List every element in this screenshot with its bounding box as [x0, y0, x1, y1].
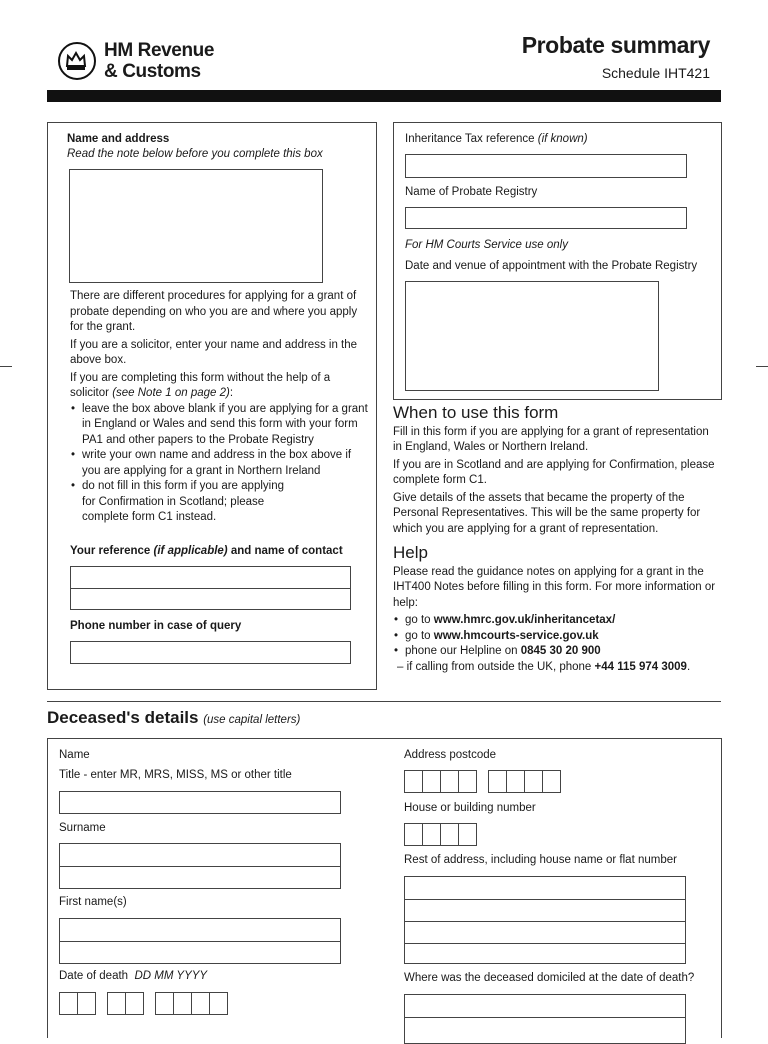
- appointment-field[interactable]: [405, 281, 659, 391]
- house-number-label: House or building number: [404, 802, 536, 814]
- instruction-list: [70, 402, 370, 526]
- hmrc-link[interactable]: www.hmrc.gov.uk/inheritancetax/: [433, 614, 616, 626]
- solicitor-text: If you are a solicitor, enter your name and address in the above box.: [70, 338, 358, 366]
- name-address-label: Name and address: [67, 133, 170, 145]
- title-field[interactable]: [59, 791, 341, 814]
- rest-of-address-label: Rest of address, including house name or flat number: [404, 854, 677, 866]
- deceased-heading: Deceased's details (use capital letters): [47, 708, 301, 727]
- when-text-1: Fill in this form if you are applying for a grant of representation in England, Wales or Northern Ireland.: [393, 425, 709, 453]
- list-item: • write your own name and address in the box above if you are applying for a grant in Northern Ireland: [82, 448, 370, 479]
- helpline-number: 0845 30 20 900: [520, 645, 601, 657]
- margin-tick-right: [756, 366, 768, 367]
- postcode-field[interactable]: [404, 770, 561, 793]
- date-of-death-field[interactable]: [59, 992, 228, 1015]
- phone-label: Phone number in case of query: [70, 620, 242, 632]
- list-item: • go to www.hmrc.gov.uk/inheritancetax/: [405, 613, 718, 629]
- margin-tick-left: [0, 366, 12, 367]
- first-names-label: First name(s): [59, 896, 127, 908]
- courts-link[interactable]: www.hmcourts-service.gov.uk: [433, 629, 599, 642]
- guidance-column: [393, 405, 718, 677]
- list-item: • leave the box above blank if you are applying for a grant in England or Wales and send this form with your form PA1 and other papers to the Probate Registry: [82, 402, 370, 449]
- first-names-field[interactable]: [59, 918, 341, 964]
- procedures-text: There are different procedures for applying for a grant of probate depending on who you are and where you apply for the grant.: [70, 290, 358, 333]
- surname-label: Surname: [59, 822, 106, 834]
- applicant-instructions: [70, 289, 370, 526]
- list-item: • do not fill in this form if you are applying for Confirmation in Scotland; please complete form C1 instead.: [82, 479, 370, 526]
- list-item: • phone our Helpline on 0845 30 20 900: [405, 644, 718, 660]
- crown-icon: [58, 42, 96, 80]
- registry-label: Name of Probate Registry: [405, 186, 538, 198]
- without-solicitor-text: If you are completing this form without the help of a solicitor (see Note 1 on page 2):: [70, 371, 331, 399]
- abroad-phone-text: – if calling from outside the UK, phone +44 115 974 3009.: [397, 660, 691, 673]
- hmrc-logo: [58, 40, 258, 90]
- courts-use-note: For HM Courts Service use only: [405, 239, 568, 251]
- phone-field[interactable]: [70, 641, 351, 664]
- when-text-2: If you are in Scotland and are applying for Confirmation, please complete form C1.: [393, 458, 715, 486]
- help-heading: Help: [393, 543, 428, 562]
- registry-box: [393, 122, 722, 400]
- org-name-line2: & Customs: [104, 61, 201, 82]
- deceased-heading-note: (use capital letters): [203, 714, 301, 726]
- iht-reference-label: Inheritance Tax reference (if known): [405, 133, 588, 145]
- page-title: Probate summary: [521, 32, 710, 58]
- reference-field[interactable]: [70, 566, 351, 610]
- header-divider: [47, 90, 721, 102]
- domicile-field[interactable]: [404, 994, 686, 1044]
- deceased-box: [47, 738, 722, 1038]
- schedule-code: Schedule IHT421: [601, 65, 710, 81]
- when-heading: When to use this form: [393, 403, 559, 422]
- name-address-note: Read the note below before you complete this box: [67, 148, 323, 160]
- section-divider: [47, 701, 721, 702]
- appointment-label: Date and venue of appointment with the Probate Registry: [405, 260, 698, 272]
- help-list: [393, 613, 718, 660]
- title-label: Title - enter MR, MRS, MISS, MS or other title: [59, 769, 292, 781]
- name-address-field[interactable]: [69, 169, 323, 283]
- surname-field[interactable]: [59, 843, 341, 889]
- help-text: Please read the guidance notes on applying for a grant in the IHT400 Notes before filling in this form. For more information or help:: [393, 565, 716, 609]
- when-text-3: Give details of the assets that became the property of the Personal Representatives. This will be the same property for which you are applying for a grant of representation.: [393, 491, 701, 535]
- postcode-label: Address postcode: [404, 749, 497, 761]
- house-number-field[interactable]: [404, 823, 477, 846]
- date-of-death-label: Date of death DD MM YYYY: [59, 970, 208, 982]
- iht-reference-field[interactable]: [405, 154, 687, 178]
- rest-of-address-field[interactable]: [404, 876, 686, 964]
- list-item: • go to www.hmcourts-service.gov.uk: [405, 629, 718, 645]
- registry-field[interactable]: [405, 207, 687, 229]
- domicile-label: Where was the deceased domiciled at the date of death?: [404, 972, 695, 984]
- reference-label: Your reference (if applicable) and name of contact: [70, 545, 343, 557]
- name-label: Name: [59, 749, 90, 761]
- applicant-box: [47, 122, 377, 690]
- org-name-line1: HM Revenue: [104, 40, 215, 61]
